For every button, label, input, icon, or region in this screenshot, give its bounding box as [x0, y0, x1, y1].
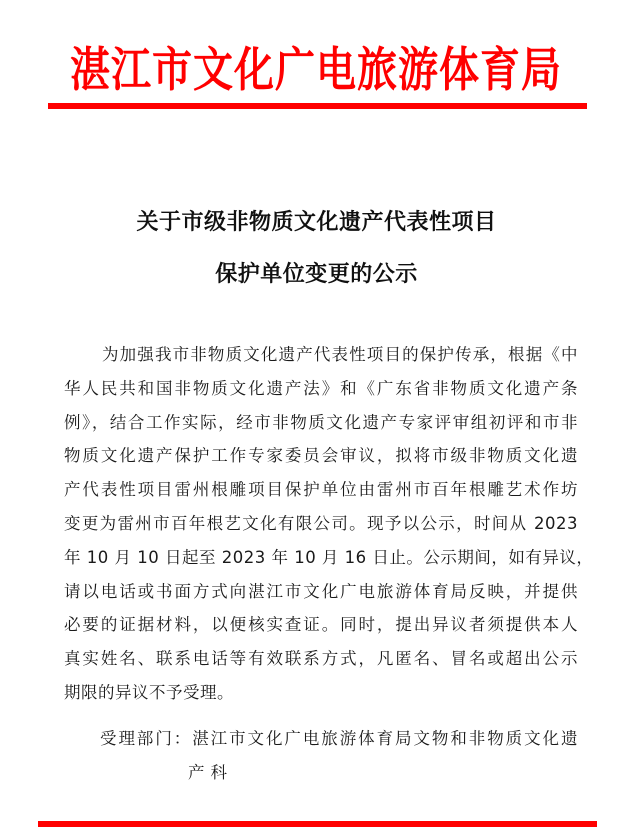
body-line: 产代表性项目雷州根雕项目保护单位由雷州市百年根雕艺术作坊 — [64, 480, 578, 500]
body-line: 年 10 月 10 日起至 2023 年 10 月 16 日止。公示期间，如有异议， — [64, 547, 594, 567]
body-line: 例》，结合工作实际，经市非物质文化遗产专家评审组初评和市非 — [64, 412, 578, 432]
masthead-divider — [48, 103, 587, 109]
body-line: 为加强我市非物质文化遗产代表性项目的保护传承，根据《中 — [102, 345, 578, 364]
body-line: 变更为雷州市百年根艺文化有限公司。现予以公示，时间从 2023 — [64, 513, 578, 533]
masthead — [60, 36, 572, 96]
department-label-line: 受理部门：湛江市文化广电旅游体育局文物和非物质文化遗 — [100, 729, 578, 748]
document-title-line-1: 关于市级非物质文化遗产代表性项目 — [136, 209, 497, 235]
body-line: 请以电话或书面方式向湛江市文化广电旅游体育局反映，并提供 — [64, 581, 578, 601]
organization-name: 湛江市文化广电旅游体育局 — [70, 41, 562, 98]
document-title-line-2: 保护单位变更的公示 — [215, 261, 418, 287]
footer-divider — [38, 821, 597, 827]
body-line: 华人民共和国非物质文化遗产法》和《广东省非物质文化遗产条 — [64, 378, 578, 398]
receiving-department — [100, 722, 578, 790]
department-continuation: 产科 — [188, 762, 233, 782]
notice-body — [64, 338, 594, 710]
body-line: 必要的证据材料，以便核实查证。同时，提出异议者须提供本人 — [64, 615, 578, 635]
body-line: 物质文化遗产保护工作专家委员会审议，拟将市级非物质文化遗 — [64, 446, 578, 466]
body-line: 期限的异议不予受理。 — [64, 682, 234, 702]
body-line: 真实姓名、联系电话等有效联系方式，凡匿名、冒名或超出公示 — [64, 649, 578, 669]
